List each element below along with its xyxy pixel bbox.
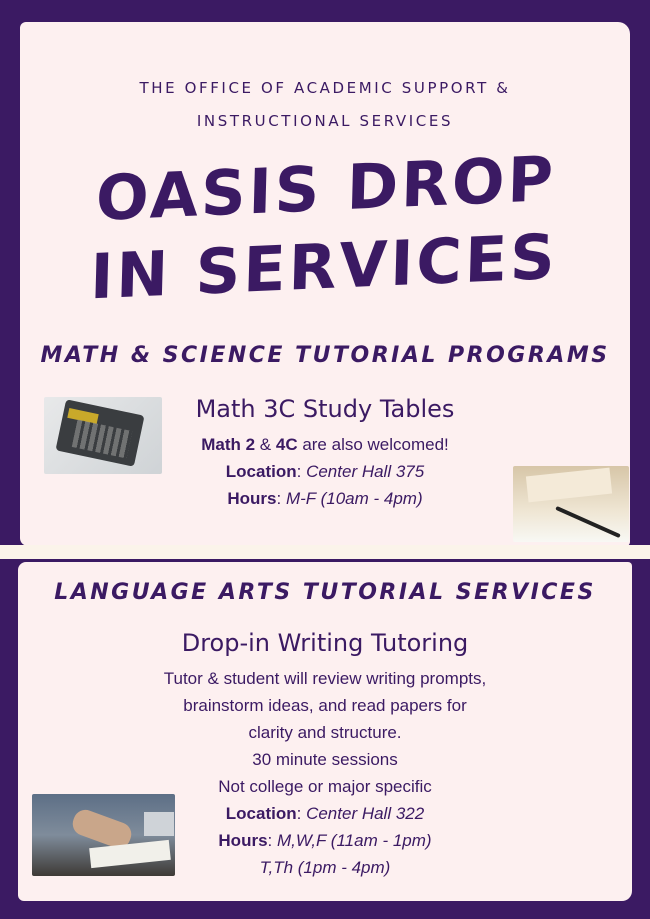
math-subtitle: Math 3C Study Tables xyxy=(195,395,455,423)
math-welcome-bold-1: Math 2 xyxy=(201,435,256,454)
writing-scope: Not college or major specific xyxy=(218,777,432,796)
pen xyxy=(555,506,621,538)
language-section-title: LANGUAGE ARTS TUTORIAL SERVICES xyxy=(54,580,596,605)
writing-hours-value-1: M,W,F (11am - 1pm) xyxy=(276,831,432,850)
title-line-1: OASIS DROP xyxy=(95,141,557,236)
writing-hours-label: Hours xyxy=(218,831,268,850)
math-welcome-rest: are also welcomed! xyxy=(297,435,449,454)
laptop xyxy=(144,812,174,836)
office-heading xyxy=(0,72,650,138)
section-divider xyxy=(0,545,650,559)
math-section-title: MATH & SCIENCE TUTORIAL PROGRAMS xyxy=(40,343,610,368)
main-title xyxy=(0,136,650,321)
book-page xyxy=(526,468,612,503)
math-location: Location: Center Hall 375 xyxy=(225,462,425,481)
math-welcome-mid: & xyxy=(255,435,276,454)
math-welcome xyxy=(0,431,650,458)
office-line-1: THE OFFICE OF ACADEMIC SUPPORT & xyxy=(139,79,511,97)
office-line-2: INSTRUCTIONAL SERVICES xyxy=(196,112,454,130)
math-location-label: Location xyxy=(225,462,297,481)
writing-sessions: 30 minute sessions xyxy=(252,750,398,769)
writing-desc-line-1: Tutor & student will review writing prompts, xyxy=(163,669,487,688)
title-line-2: IN SERVICES xyxy=(89,219,559,314)
writing-subtitle: Drop-in Writing Tutoring xyxy=(181,629,469,657)
writing-hours: Hours: M,W,F (11am - 1pm) xyxy=(218,831,432,850)
book-photo xyxy=(513,466,629,542)
math-welcome-bold-2: 4C xyxy=(275,435,298,454)
writing-location-label: Location xyxy=(225,804,297,823)
writing-photo xyxy=(32,794,175,876)
writing-location: Location: Center Hall 322 xyxy=(225,804,425,823)
math-location-value: Center Hall 375 xyxy=(306,462,425,481)
writer-paper xyxy=(89,840,171,868)
writing-desc-line-2: brainstorm ideas, and read papers for xyxy=(183,696,467,715)
math-hours-label: Hours xyxy=(227,489,277,508)
math-hours: Hours: M-F (10am - 4pm) xyxy=(227,489,423,508)
writing-hours-value-2: T,Th (1pm - 4pm) xyxy=(259,858,391,877)
writing-desc-line-3: clarity and structure. xyxy=(248,723,402,742)
math-hours-value: M-F (10am - 4pm) xyxy=(285,489,423,508)
writing-location-value: Center Hall 322 xyxy=(306,804,425,823)
